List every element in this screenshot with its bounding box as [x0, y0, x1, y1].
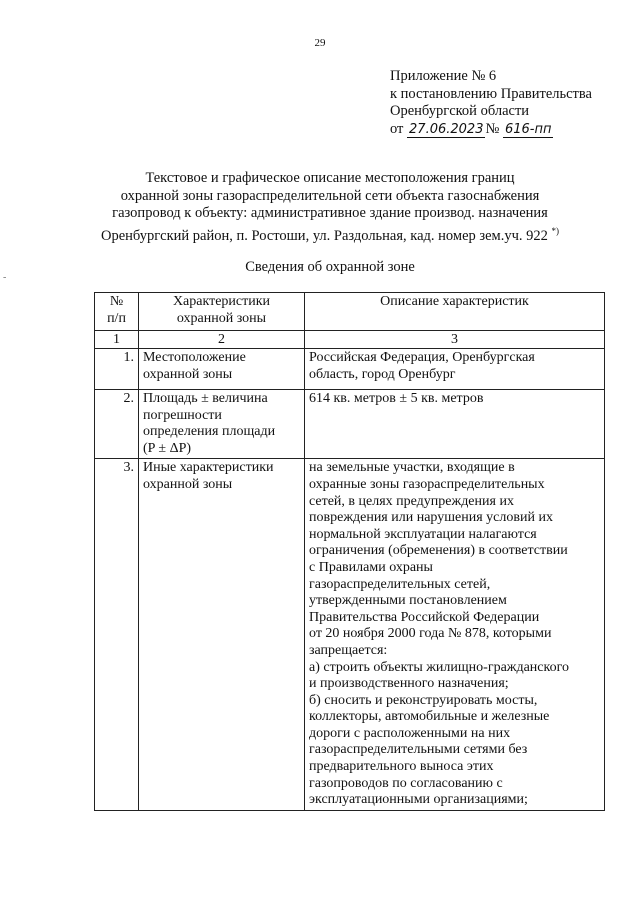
- zone-info-table: [94, 292, 605, 811]
- annex-date-line: [390, 121, 592, 139]
- title-line-4-text: Оренбургский район, п. Ростоши, ул. Раздольная, кад. номер зем.уч. 922: [100, 227, 548, 244]
- header-characteristics: Характеристики охранной зоны: [139, 293, 305, 331]
- annex-line-2: к постановлению Правительства: [390, 85, 592, 102]
- handwritten-number: 616-пп: [504, 121, 552, 137]
- characteristic-name: Иные характеристики охранной зоны: [139, 459, 305, 810]
- annex-header: [390, 68, 592, 138]
- document-title: [80, 170, 580, 245]
- from-label: от: [390, 120, 404, 137]
- annex-line-3: Оренбургской области: [390, 103, 530, 119]
- handwritten-date: 27.06.2023: [409, 121, 484, 137]
- header-description: Описание характеристик: [305, 293, 605, 331]
- column-number: 2: [139, 331, 305, 349]
- page-number: 29: [314, 37, 326, 49]
- characteristic-description: на земельные участки, входящие в охранные зоны газораспределительных сетей, в целях предупреждения их повреждения или нарушения условий их нормальной эксплуатации налагаются ограничения (обременения) в соответствии с Правилами охраны газораспределительных сетей, утвержденными постановлением Правительства Российской Федерации от 20 ноября 2000 года № 878, которыми запрещается: а) строить объекты жилищно-гражданского и производственного назначения; б) сносить и реконструировать мосты, коллекторы, автомобильные и железные дороги с расположенными на них газораспределительными сетями без предварительного выноса этих газопроводов по согласованию с эксплуатационными организациями;: [305, 459, 605, 810]
- row-number: 2.: [95, 390, 139, 459]
- footnote-mark: *): [551, 225, 560, 236]
- characteristic-description: Российская Федерация, Оренбургская область, город Оренбург: [305, 349, 605, 390]
- header-number: № п/п: [95, 293, 139, 331]
- column-number-row: [95, 331, 605, 349]
- title-line-4: [80, 223, 580, 245]
- characteristic-name: Местоположение охранной зоны: [139, 349, 305, 390]
- characteristic-description: 614 кв. метров ± 5 кв. метров: [305, 390, 605, 459]
- row-number: 1.: [95, 349, 139, 390]
- characteristic-name: Площадь ± величина погрешности определения площади (P ± ΔP): [139, 390, 305, 459]
- annex-title: Приложение № 6: [390, 68, 497, 84]
- column-number: 1: [95, 331, 139, 349]
- row-number: 3.: [95, 459, 139, 810]
- table-row: [95, 459, 605, 810]
- section-title: Сведения об охранной зоне: [245, 259, 415, 275]
- title-line-1: Текстовое и графическое описание местоположения границ: [145, 170, 515, 186]
- table-row: [95, 349, 605, 390]
- title-line-3: газопровод к объекту: административное здание производ. назначения: [112, 205, 548, 221]
- title-line-2: охранной зоны газораспределительной сети объекта газоснабжения: [120, 187, 540, 204]
- table-row: [95, 390, 605, 459]
- column-number: 3: [305, 331, 605, 349]
- table-header-row: [95, 293, 605, 331]
- margin-mark: -: [3, 272, 7, 283]
- number-label: №: [485, 120, 500, 137]
